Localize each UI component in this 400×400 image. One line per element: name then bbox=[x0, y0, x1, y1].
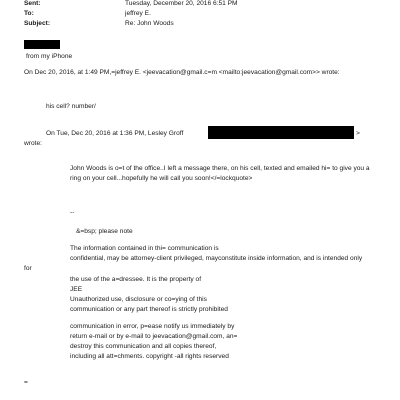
sent-value: Tuesday, December 20, 2016 6:51 PM bbox=[125, 0, 238, 7]
his-cell-text: his cell? number/ bbox=[46, 103, 96, 110]
disclaimer-line-1: The information contained in thi= communication is bbox=[70, 245, 219, 252]
disclaimer-line-2: confidential, may be attorney-client privileged, mayconstitute inside information, and is intended only bbox=[70, 255, 363, 262]
redaction-block-sender bbox=[24, 40, 60, 49]
sent-label: Sent: bbox=[24, 0, 41, 7]
quote2-wrote: wrote: bbox=[24, 140, 42, 147]
quote2-prefix: On Tue, Dec 20, 2016 at 1:36 PM, Lesley Groff bbox=[46, 130, 184, 137]
quote1-line: On Dec 20, 2016, at 1:49 PM,=jeffrey E. <jeevacation@gmail.c=m <mailto:jeevacation@gmail.com>> wrote: bbox=[24, 69, 340, 76]
disclaimer-line-4: JEE bbox=[70, 286, 83, 293]
message-line-2: ring on your cell...hopefully he will call you soon!</=lockquote> bbox=[70, 175, 253, 182]
to-value: jeffrey E. bbox=[125, 10, 151, 17]
redaction-block-email bbox=[208, 126, 354, 139]
from-phone-text: from my iPhone bbox=[26, 53, 73, 60]
disclaimer-line-5: Unauthorized use, disclosure or co=ying of this bbox=[70, 296, 207, 303]
subject-value: Re: John Woods bbox=[125, 20, 174, 27]
to-label: To: bbox=[24, 10, 34, 17]
disclaimer-line-10: including all att=chments. copyright -all rights reserved bbox=[70, 353, 229, 360]
quote2-gt: > bbox=[356, 130, 360, 137]
disclaimer-line-9: destroy this communication and all copies thereof, bbox=[70, 343, 217, 350]
end-marker: = bbox=[24, 379, 28, 386]
disclaimer-line-6: communication or any part thereof is strictly prohibited bbox=[70, 306, 228, 313]
subject-label: Subject: bbox=[24, 20, 51, 27]
dash-separator: -- bbox=[70, 209, 75, 216]
nbsp-note: &=bsp; please note bbox=[76, 228, 133, 235]
message-line-1: John Woods is o=t of the office..I left a message there, on his cell, texted and emailed hi= to give you a bbox=[70, 165, 370, 172]
disclaimer-for: for bbox=[24, 265, 32, 272]
disclaimer-line-8: return e-mail or by e-mail to jeevacation@gmail.com, an= bbox=[70, 333, 238, 340]
disclaimer-line-7: communication in error, p=ease notify us immediately by bbox=[70, 323, 235, 330]
disclaimer-line-3: the use of the a=dressee. It is the property of bbox=[70, 276, 202, 283]
